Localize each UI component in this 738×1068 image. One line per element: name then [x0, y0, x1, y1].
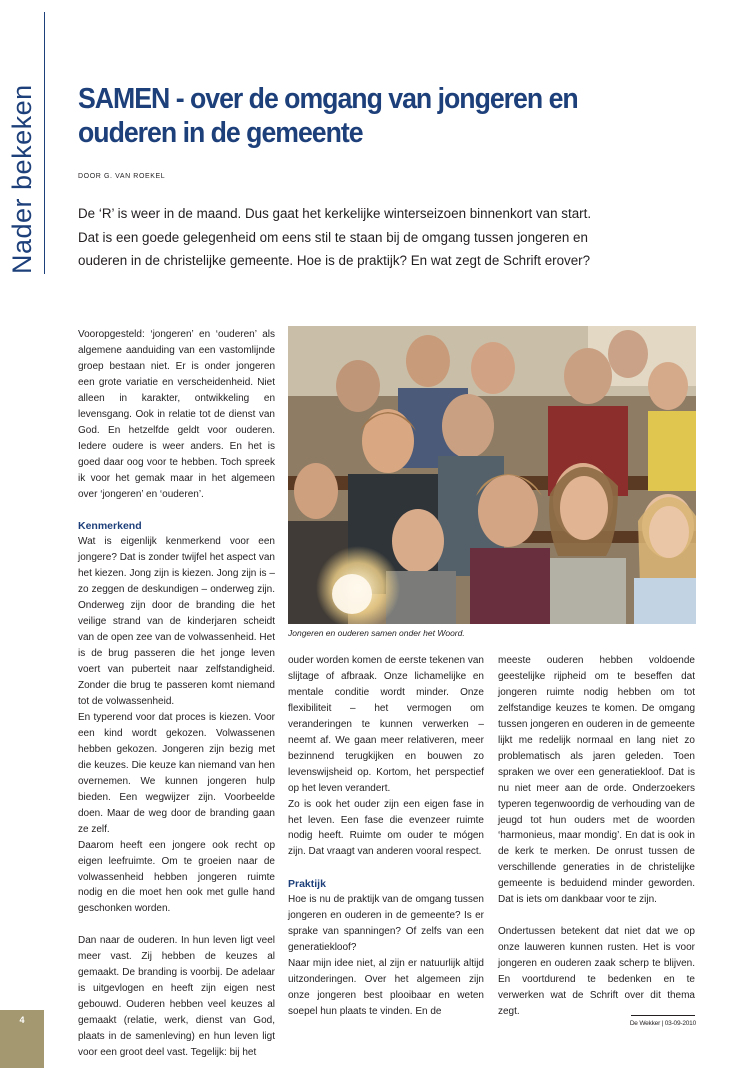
paragraph: ouder worden komen de eerste tekenen van slijtage of afbraak. Onze lichamelijke en mentale conditie wordt minder. Onze flexibiliteit – het vermogen om veranderingen te kunnen verwerken – neemt af. We gaan meer relativeren, meer bezinnend terugkijken en bouwen zo levenswijsheid op. Kortom, het perspectief op het leven verandert. — [288, 655, 484, 794]
publication-footer: De Wekker | 03-09-2010 — [629, 1020, 696, 1027]
paragraph-gap — [288, 860, 484, 876]
paragraph: Wat is eigenlijk kenmerkend voor een jongere? Dat is zonder twijfel het aspect van het kiezen. Jong zijn is kiezen. Jong zijn is – zo zeggen de deskundigen – onderweg zijn. Onderweg zijn door de branding die het veilige strand van de kinderjaren scheidt van de open zee van de volwassenheid. Het is de brug passeren die het jonge leven voert van puberteit naar zelfstandigheid. Zonder die brug te passeren komt niemand tot de volwassenheid. — [78, 536, 275, 708]
paragraph: Zo is ook het ouder zijn een eigen fase in het leven. Een fase die evenzeer ruimte nodig heeft. Ruimte om ouder te mógen zijn. Dat vraagt van anderen vooral respect. — [288, 798, 484, 858]
paragraph: meeste ouderen hebben voldoende geestelijke rijpheid om te beseffen dat jongeren ruimte nodig hebben om tot zelfstandige keuzes te komen. De omgang tussen jongeren en ouderen in de gemeente lijkt me redelijk normaal en lang niet zo problematisch als jaren geleden. Toen spraken we over een generatiekloof. Dat is nu niet meer aan de orde. Onderzoekers typeren tegenwoordig de verhouding van de jeugd tot hun ouders met de woorden ‘harmonieus, maar mondig’. En dat is ook in de kerk te merken. De onrust tussen de verschillende generaties in de christelijke gemeente is beduidend minder geworden. Dat is iets om dankbaar voor te zijn. — [498, 655, 695, 906]
paragraph-gap — [78, 502, 275, 518]
paragraph: Vooropgesteld: ‘jongeren’ en ‘ouderen’ als algemene aanduiding van een vastomlijnde groep bestaan niet. Er is onder jongeren een grote variatie en verscheidenheid. Niet alleen in karakter, ontwikkeling en levensgang. Ook in relatie tot de dienst van God. En hetzelfde geldt voor ouderen. Iedere oudere is weer anders. En het is goed daar oog voor te hebben. Toch spreek ik voor het gemak maar in het algemeen over ‘jongeren’ en ‘ouderen’. — [78, 329, 275, 500]
congregation-photo — [288, 326, 696, 624]
paragraph: Dan naar de ouderen. In hun leven ligt veel meer vast. Zij hebben de keuzes al gemaakt. De branding is voorbij. De adelaar is uitgevlogen en heeft zijn eigen nest gebouwd. Ouderen hebben veel keuzes al gemaakt (relatie, werk, dienst van God, plaats in de samenleving) en hun leven ligt voor een groot deel vast. Tegelijk: bij het — [78, 935, 275, 1059]
text-column-3 — [498, 653, 695, 1020]
section-label-text: Nader bekeken — [7, 84, 37, 274]
paragraph: Naar mijn idee niet, al zijn er natuurlijk altijd uitzonderingen. Over het algemeen zijn onze jongeren best plooibaar en weten soepel hun plaats te vinden. En de — [288, 958, 484, 1018]
paragraph: Daarom heeft een jongere ook recht op eigen leefruimte. Om te groeien naar de volwassenheid hebben jongeren ruimte nodig en die moet hen ook met gulle hand geschonken worden. — [78, 839, 275, 915]
paragraph-gap — [78, 917, 275, 933]
photo-caption: Jongeren en ouderen samen onder het Woord. — [288, 628, 465, 638]
footer-rule — [631, 1015, 695, 1016]
side-rule — [44, 12, 45, 274]
section-label — [8, 76, 44, 274]
byline: DOOR G. VAN ROEKEL — [78, 173, 166, 180]
paragraph: En typerend voor dat proces is kiezen. Voor een kind wordt gekozen. Volwassenen hebben gekozen. Jongeren zijn bezig met die keuzes. Die keuze kan niemand van hen overnemen. We kunnen jongeren hulp bieden. Een wegwijzer zijn. Voorbeelde doen. Maar de weg door de branding gaan ze zelf. — [78, 711, 275, 835]
article-title: SAMEN - over de omgang van jongeren en ouderen in de gemeente — [78, 83, 578, 149]
subheading: Praktijk — [288, 878, 326, 891]
paragraph-gap — [498, 908, 695, 924]
subheading: Kenmerkend — [78, 520, 142, 533]
text-column-2 — [288, 653, 484, 1020]
page-number: 4 — [19, 1015, 25, 1025]
text-column-1 — [78, 327, 275, 1061]
paragraph: Hoe is nu de praktijk van de omgang tussen jongeren en ouderen in de gemeente? Is er sprake van spanningen? Of zelfs van een generatiekloof? — [288, 894, 484, 954]
congregation-photo-illustration — [288, 326, 696, 624]
article-intro: De ‘R’ is weer in de maand. Dus gaat het kerkelijke winterseizoen binnenkort van start. Dat is een goede gelegenheid om eens stil te staan bij de omgang tussen jongeren en ouderen in de christelijke gemeente. Hoe is de praktijk? En wat zegt de Schrift erover? — [78, 206, 592, 268]
paragraph: Ondertussen betekent dat niet dat we op onze lauweren kunnen rusten. Het is voor jongeren en ouderen zaak scherp te blijven. En voortdurend te bedenken en te verwerken wat de Schrift over dit thema zegt. — [498, 926, 695, 1018]
